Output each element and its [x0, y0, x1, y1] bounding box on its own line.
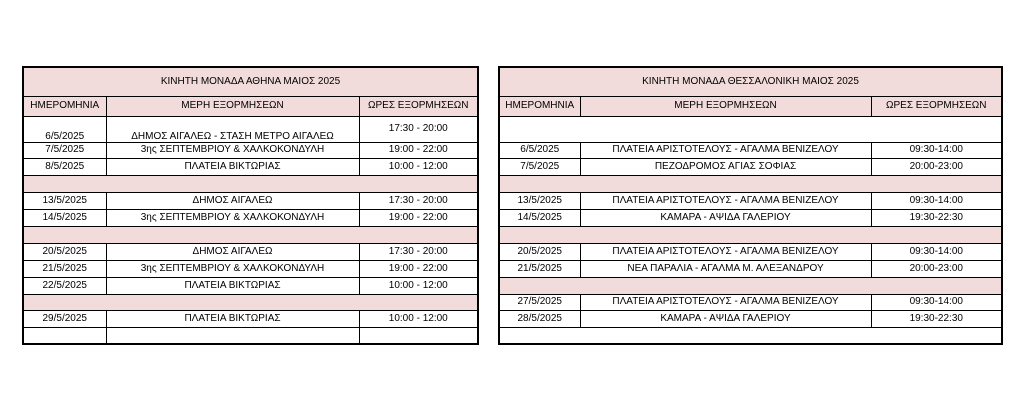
place-cell: 3ης ΣΕΠΤΕΜΒΡΙΟΥ & ΧΑΛΚΟΚΟΝΔΥΛΗ	[106, 260, 359, 277]
table-row	[499, 260, 1002, 277]
place-cell: ΔΗΜΟΣ ΑΙΓΑΛΕΩ	[106, 192, 359, 209]
hours-cell: 09:30-14:00	[871, 192, 1002, 209]
hours-cell: 09:30-14:00	[871, 142, 1002, 158]
hours-cell: 09:30-14:00	[871, 294, 1002, 310]
place-cell: ΠΛΑΤΕΙΑ ΒΙΚΤΩΡΙΑΣ	[106, 277, 359, 294]
place-cell: ΠΕΖΟΔΡΟΜΟΣ ΑΓΙΑΣ ΣΟΦΙΑΣ	[580, 158, 871, 175]
hours-cell: 19:00 - 22:00	[359, 260, 478, 277]
date-cell: 28/5/2025	[499, 310, 580, 327]
header-row	[23, 96, 478, 116]
date-cell: 14/5/2025	[23, 209, 106, 226]
place-cell: ΚΑΜΑΡΑ - ΑΨΙΔΑ ΓΑΛΕΡΙΟΥ	[580, 310, 871, 327]
date-cell: 6/5/2025	[23, 116, 106, 142]
place-cell: ΠΛΑΤΕΙΑ ΒΙΚΤΩΡΙΑΣ	[106, 310, 359, 327]
column-header-places: ΜΕΡΗ ΕΞΟΡΜΗΣΕΩΝ	[106, 96, 359, 116]
date-cell: 27/5/2025	[499, 294, 580, 310]
place-cell: ΔΗΜΟΣ ΑΙΓΑΛΕΩ	[106, 243, 359, 260]
separator-row	[499, 277, 1002, 294]
table-row	[23, 116, 478, 142]
table-row	[23, 277, 478, 294]
separator-row	[499, 175, 1002, 192]
empty-row	[23, 327, 478, 344]
place-cell: 3ης ΣΕΠΤΕΜΒΡΙΟΥ & ΧΑΛΚΟΚΟΝΔΥΛΗ	[106, 142, 359, 158]
table-row	[23, 260, 478, 277]
date-cell: 21/5/2025	[23, 260, 106, 277]
column-header-date: ΗΜΕΡΟΜΗΝΙΑ	[23, 96, 106, 116]
date-cell: 7/5/2025	[499, 158, 580, 175]
date-cell: 6/5/2025	[499, 142, 580, 158]
date-cell: 29/5/2025	[23, 310, 106, 327]
date-cell: 20/5/2025	[499, 243, 580, 260]
hours-cell: 17:30 - 20:00	[359, 192, 478, 209]
table-row	[23, 158, 478, 175]
place-cell: ΔΗΜΟΣ ΑΙΓΑΛΕΩ - ΣΤΑΣΗ ΜΕΤΡΟ ΑΙΓΑΛΕΩ	[106, 116, 359, 142]
place-cell: ΠΛΑΤΕΙΑ ΒΙΚΤΩΡΙΑΣ	[106, 158, 359, 175]
place-cell: ΚΑΜΑΡΑ - ΑΨΙΔΑ ΓΑΛΕΡΙΟΥ	[580, 209, 871, 226]
date-cell: 21/5/2025	[499, 260, 580, 277]
hours-cell: 19:00 - 22:00	[359, 142, 478, 158]
table-row	[23, 310, 478, 327]
date-cell: 7/5/2025	[23, 142, 106, 158]
column-header-places: ΜΕΡΗ ΕΞΟΡΜΗΣΕΩΝ	[580, 96, 871, 116]
date-cell: 13/5/2025	[23, 192, 106, 209]
header-row	[499, 96, 1002, 116]
table-title-row	[499, 67, 1002, 96]
place-cell: ΠΛΑΤΕΙΑ ΑΡΙΣΤΟΤΕΛΟΥΣ - ΑΓΑΛΜΑ ΒΕΝΙΖΕΛΟΥ	[580, 142, 871, 158]
table-row	[499, 158, 1002, 175]
separator-row	[499, 226, 1002, 243]
hours-cell: 19:00 - 22:00	[359, 209, 478, 226]
separator-row	[23, 175, 478, 192]
hours-cell: 09:30-14:00	[871, 243, 1002, 260]
hours-cell: 17:30 - 20:00	[359, 243, 478, 260]
thessaloniki-table-title: ΚΙΝΗΤΗ ΜΟΝΑΔΑ ΘΕΣΣΑΛΟΝΙΚΗ ΜΑΙΟΣ 2025	[499, 67, 1002, 96]
hours-cell: 20:00-23:00	[871, 260, 1002, 277]
place-cell: 3ης ΣΕΠΤΕΜΒΡΙΟΥ & ΧΑΛΚΟΚΟΝΔΥΛΗ	[106, 209, 359, 226]
empty-row	[499, 327, 1002, 344]
column-header-hours: ΩΡΕΣ ΕΞΟΡΜΗΣΕΩΝ	[359, 96, 478, 116]
athens-schedule-table	[22, 66, 479, 345]
table-row	[499, 294, 1002, 310]
place-cell: ΠΛΑΤΕΙΑ ΑΡΙΣΤΟΤΕΛΟΥΣ - ΑΓΑΛΜΑ ΒΕΝΙΖΕΛΟΥ	[580, 294, 871, 310]
table-row	[23, 243, 478, 260]
column-header-hours: ΩΡΕΣ ΕΞΟΡΜΗΣΕΩΝ	[871, 96, 1002, 116]
table-row	[499, 142, 1002, 158]
date-cell: 20/5/2025	[23, 243, 106, 260]
thessaloniki-schedule-table	[498, 66, 1003, 345]
empty-row	[499, 116, 1002, 142]
athens-table-title: ΚΙΝΗΤΗ ΜΟΝΑΔΑ ΑΘΗΝΑ ΜΑΙΟΣ 2025	[23, 67, 478, 96]
hours-cell: 10:00 - 12:00	[359, 310, 478, 327]
table-row	[23, 192, 478, 209]
date-cell: 8/5/2025	[23, 158, 106, 175]
hours-cell: 19:30-22:30	[871, 310, 1002, 327]
place-cell: ΠΛΑΤΕΙΑ ΑΡΙΣΤΟΤΕΛΟΥΣ - ΑΓΑΛΜΑ ΒΕΝΙΖΕΛΟΥ	[580, 192, 871, 209]
hours-cell: 20:00-23:00	[871, 158, 1002, 175]
place-cell: ΝΕΑ ΠΑΡΑΛΙΑ - ΑΓΑΛΜΑ Μ. ΑΛΕΞΑΝΔΡΟΥ	[580, 260, 871, 277]
hours-cell: 17:30 - 20:00	[359, 116, 478, 142]
table-row	[23, 209, 478, 226]
date-cell: 22/5/2025	[23, 277, 106, 294]
hours-cell: 10:00 - 12:00	[359, 158, 478, 175]
table-row	[499, 209, 1002, 226]
table-row	[499, 243, 1002, 260]
date-cell: 14/5/2025	[499, 209, 580, 226]
table-row	[499, 310, 1002, 327]
separator-row	[23, 226, 478, 243]
table-title-row	[23, 67, 478, 96]
table-row	[23, 142, 478, 158]
hours-cell: 10:00 - 12:00	[359, 277, 478, 294]
column-header-date: ΗΜΕΡΟΜΗΝΙΑ	[499, 96, 580, 116]
place-cell: ΠΛΑΤΕΙΑ ΑΡΙΣΤΟΤΕΛΟΥΣ - ΑΓΑΛΜΑ ΒΕΝΙΖΕΛΟΥ	[580, 243, 871, 260]
hours-cell: 19:30-22:30	[871, 209, 1002, 226]
separator-row	[23, 294, 478, 310]
table-row	[499, 192, 1002, 209]
date-cell: 13/5/2025	[499, 192, 580, 209]
